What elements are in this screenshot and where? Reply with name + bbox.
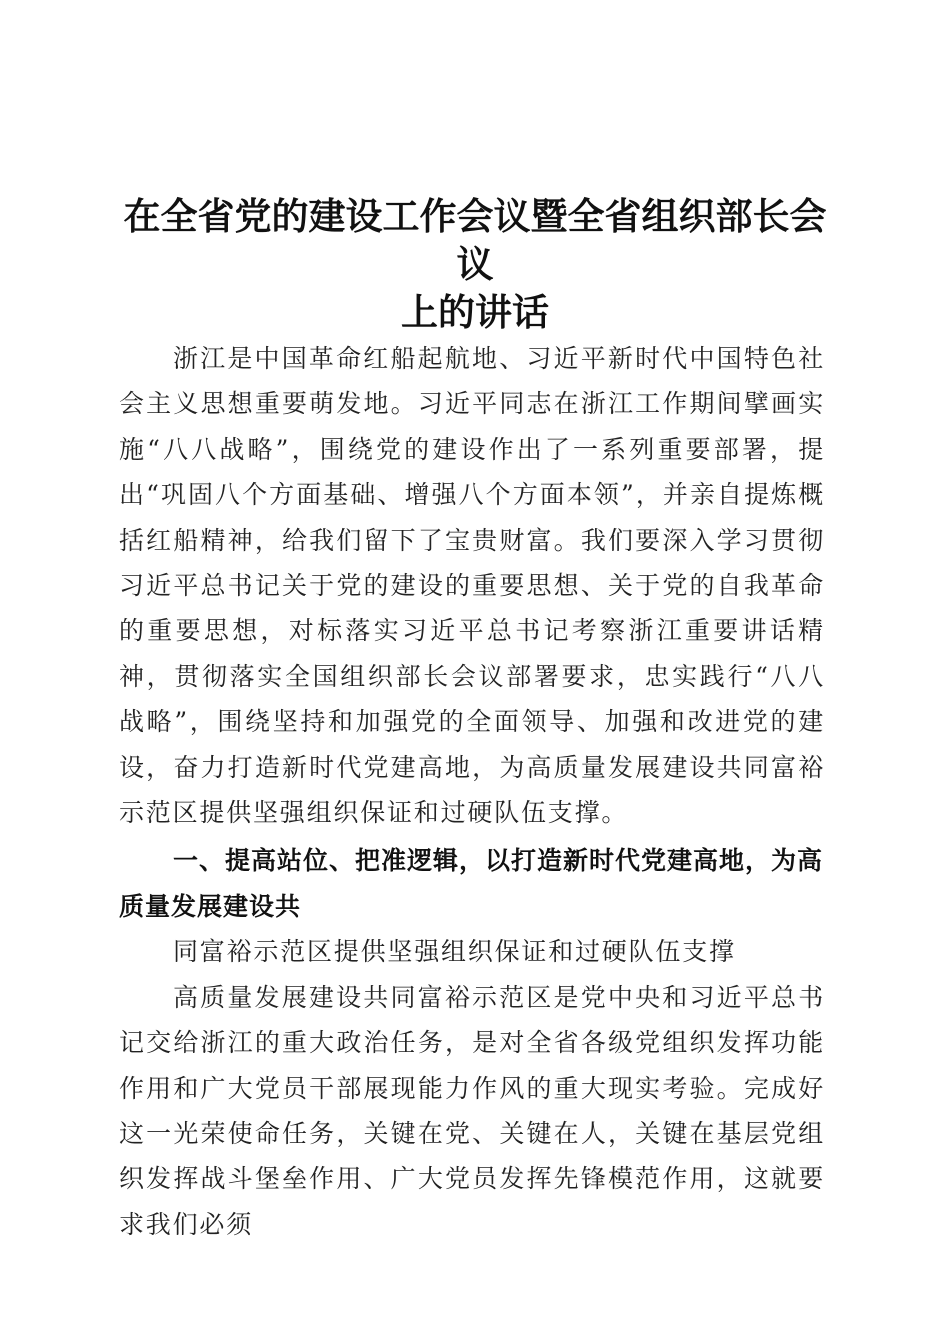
document-title <box>110 192 840 336</box>
document-body <box>119 336 825 1247</box>
section-heading-1: 一、提高站位、把准逻辑，以打造新时代党建高地，为高质量发展建设共 <box>119 846 824 921</box>
title-line-2: 上的讲话 <box>401 290 549 334</box>
title-line-1: 在全省党的建设工作会议暨全省组织部长会议 <box>123 194 827 286</box>
section-heading-1-continuation: 同富裕示范区提供坚强组织保证和过硬队伍支撑 <box>173 937 736 967</box>
section-1-paragraph: 高质量发展建设共同富裕示范区是党中央和习近平总书记交给浙江的重大政治任务，是对全省各级党组织发挥功能作用和广大党员干部展现能力作风的重大现实考验。完成好这一光荣使命任务，关键在党、关键在人，关键在基层党组织发挥战斗堡垒作用、广大党员发挥先锋模范作用，这就要求我们必须 <box>119 982 825 1239</box>
intro-paragraph: 浙江是中国革命红船起航地、习近平新时代中国特色社会主义思想重要萌发地。习近平同志在浙江工作期间擘画实施“八八战略”，围绕党的建设作出了一系列重要部署，提出“巩固八个方面基础、增强八个方面本领”，并亲自提炼概括红船精神，给我们留下了宝贵财富。我们要深入学习贯彻习近平总书记关于党的建设的重要思想、关于党的自我革命的重要思想，对标落实习近平总书记考察浙江重要讲话精神，贯彻落实全国组织部长会议部署要求，忠实践行“八八战略”，围绕坚持和加强党的全面领导、加强和改进党的建设，奋力打造新时代党建高地，为高质量发展建设共同富裕示范区提供坚强组织保证和过硬队伍支撑。 <box>119 344 825 828</box>
